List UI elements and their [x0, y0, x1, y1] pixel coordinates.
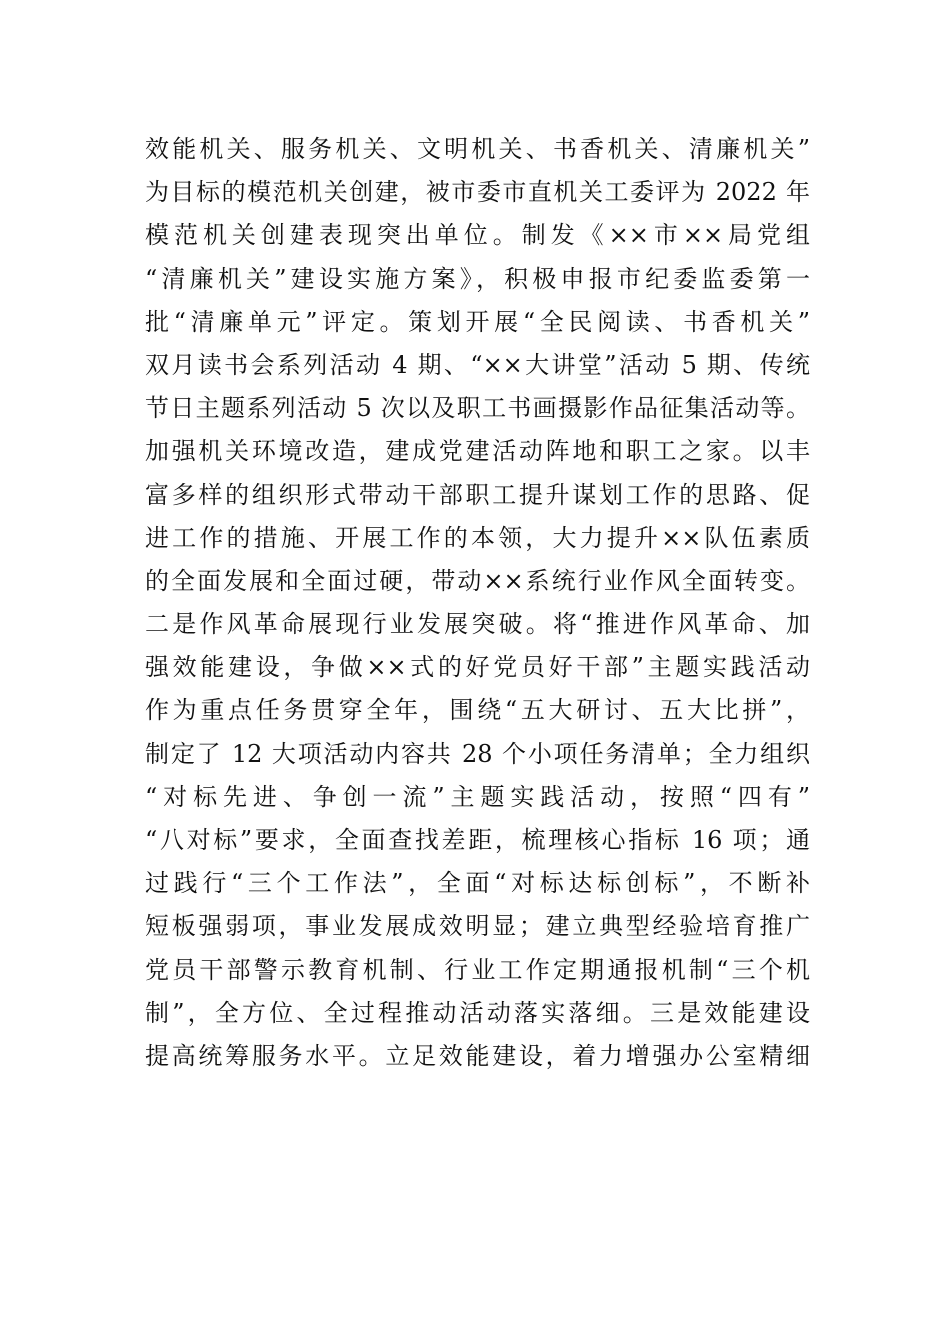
- text-line: 进工作的措施、开展工作的本领，大力提升××队伍素质: [145, 523, 810, 552]
- text-line: “对标先进、争创一流”主题实践活动，按照“四有”: [145, 782, 810, 811]
- text-line: 节日主题系列活动 5 次以及职工书画摄影作品征集活动等。: [145, 394, 810, 423]
- text-line: “八对标”要求，全面查找差距，梳理核心指标 16 项；通: [145, 826, 810, 854]
- text-line: 过践行“三个工作法”，全面“对标达标创标”，不断补: [145, 869, 810, 898]
- body-paragraph: [145, 128, 810, 1078]
- text-line: 加强机关环境改造，建成党建活动阵地和职工之家。以丰: [145, 437, 810, 466]
- text-line: 制”，全方位、全过程推动活动落实落细。三是效能建设: [145, 998, 810, 1027]
- text-line: 模范机关创建表现突出单位。制发《××市××局党组: [145, 221, 810, 250]
- text-line: 为目标的模范机关创建，被市委市直机关工委评为 2022 年: [145, 178, 810, 207]
- text-line: 的全面发展和全面过硬，带动××系统行业作风全面转变。: [145, 566, 810, 595]
- text-line: 作为重点任务贯穿全年，围绕“五大研讨、五大比拼”，: [145, 696, 810, 725]
- text-line: 制定了 12 大项活动内容共 28 个小项任务清单；全力组织: [145, 739, 810, 768]
- text-line: 短板强弱项，事业发展成效明显；建立典型经验培育推广: [145, 912, 810, 941]
- text-line: 双月读书会系列活动 4 期、“××大讲堂”活动 5 期、传统: [145, 350, 810, 379]
- text-line: 效能机关、服务机关、文明机关、书香机关、清廉机关”: [145, 135, 810, 163]
- text-line: 党员干部警示教育机制、行业工作定期通报机制“三个机: [145, 955, 810, 984]
- text-line: “清廉机关”建设实施方案》，积极申报市纪委监委第一: [145, 264, 810, 293]
- text-line: 批“清廉单元”评定。策划开展“全民阅读、书香机关”: [145, 307, 810, 336]
- text-line: 二是作风革命展现行业发展突破。将“推进作风革命、加: [145, 610, 810, 639]
- text-line: 强效能建设，争做××式的好党员好干部”主题实践活动: [145, 653, 810, 682]
- text-line: 富多样的组织形式带动干部职工提升谋划工作的思路、促: [145, 480, 810, 509]
- text-line: 提高统筹服务水平。立足效能建设，着力增强办公室精细: [145, 1041, 810, 1070]
